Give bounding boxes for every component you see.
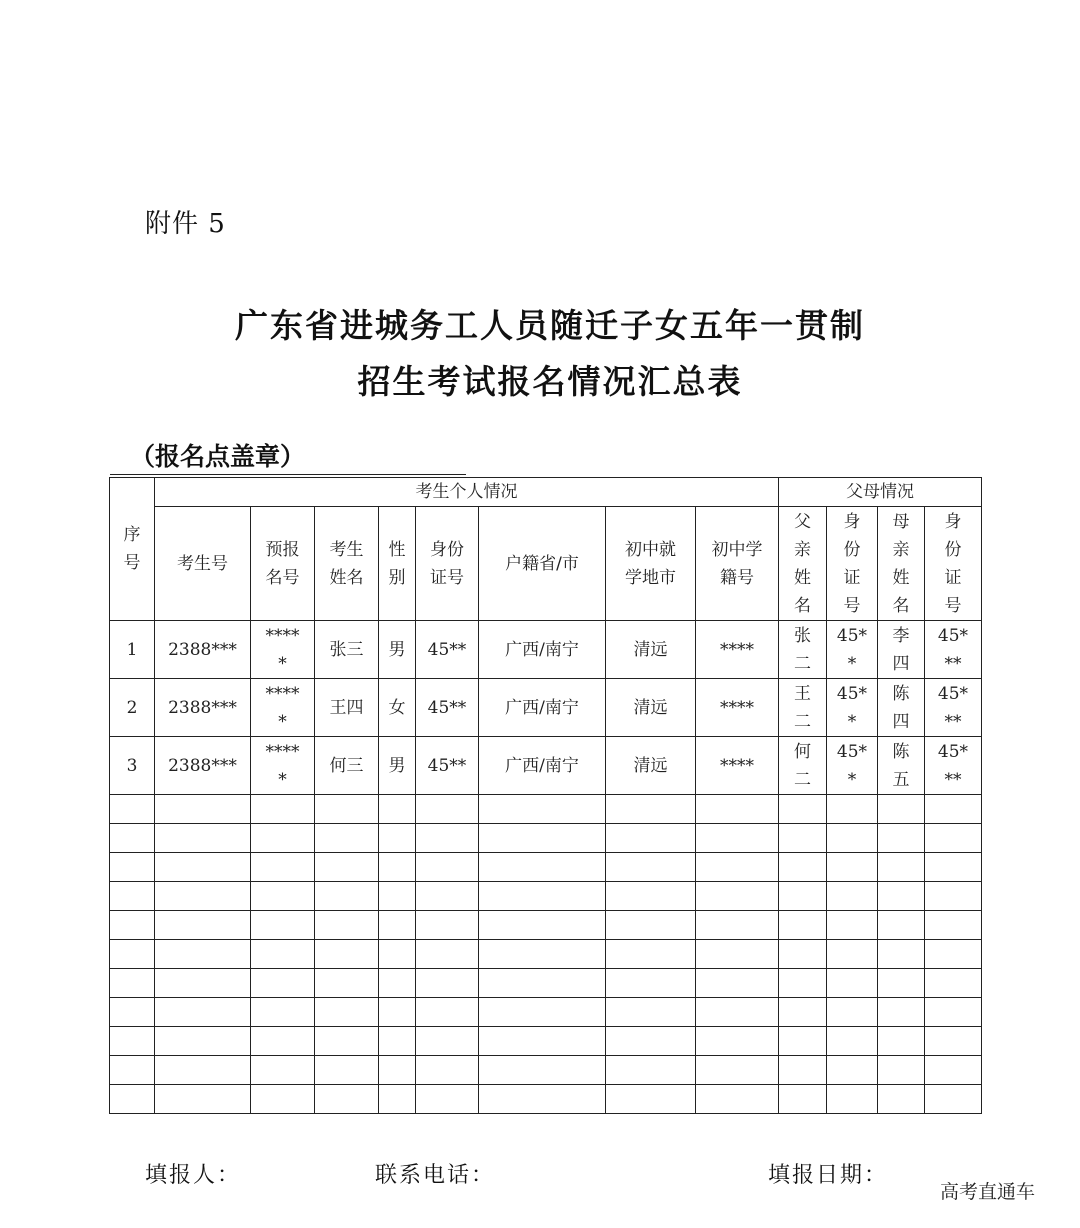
cell-junior-reg: **** xyxy=(696,621,779,679)
summary-table xyxy=(109,477,982,1114)
filler-label: 填报人： xyxy=(145,1163,242,1188)
cell-father-id: 45** xyxy=(827,621,878,679)
cell-mother-id: 45*** xyxy=(925,737,982,795)
cell-hukou: 广西/南宁 xyxy=(479,679,606,737)
cell-junior-city: 清远 xyxy=(606,679,696,737)
col-gender: 性别 xyxy=(379,507,416,621)
col-mother-name: 母亲姓名 xyxy=(878,507,925,621)
watermark: 高考直通车 xyxy=(940,1181,1036,1203)
empty-row xyxy=(110,824,982,853)
cell-id-no: 45** xyxy=(416,679,479,737)
cell-father-name: 张二 xyxy=(779,621,827,679)
empty-row xyxy=(110,998,982,1027)
cell-exam-no: 2388*** xyxy=(155,679,251,737)
date-label: 填报日期： xyxy=(768,1163,889,1188)
phone-label: 联系电话： xyxy=(375,1163,496,1188)
cell-mother-id: 45*** xyxy=(925,621,982,679)
attachment-label: 附件 5 xyxy=(145,209,226,239)
cell-mother-name: 李四 xyxy=(878,621,925,679)
col-junior-reg: 初中学籍号 xyxy=(696,507,779,621)
cell-hukou: 广西/南宁 xyxy=(479,737,606,795)
cell-gender: 女 xyxy=(379,679,416,737)
col-mother-id: 身份证号 xyxy=(925,507,982,621)
col-seq: 序号 xyxy=(110,478,155,621)
group-parent-header: 父母情况 xyxy=(779,478,982,507)
empty-row xyxy=(110,795,982,824)
col-father-id: 身份证号 xyxy=(827,507,878,621)
cell-junior-reg: **** xyxy=(696,679,779,737)
cell-father-name: 王二 xyxy=(779,679,827,737)
stamp-label: （报名点盖章） xyxy=(110,440,466,475)
cell-father-id: 45** xyxy=(827,737,878,795)
empty-row xyxy=(110,853,982,882)
col-id-no: 身份证号 xyxy=(416,507,479,621)
cell-hukou: 广西/南宁 xyxy=(479,621,606,679)
cell-name: 张三 xyxy=(315,621,379,679)
table-row xyxy=(110,679,982,737)
col-name: 考生姓名 xyxy=(315,507,379,621)
cell-mother-name: 陈五 xyxy=(878,737,925,795)
cell-father-name: 何二 xyxy=(779,737,827,795)
cell-mother-name: 陈四 xyxy=(878,679,925,737)
cell-seq: 1 xyxy=(110,621,155,679)
empty-row xyxy=(110,911,982,940)
cell-name: 何三 xyxy=(315,737,379,795)
cell-junior-reg: **** xyxy=(696,737,779,795)
cell-pre-no: ***** xyxy=(251,679,315,737)
cell-father-id: 45** xyxy=(827,679,878,737)
cell-exam-no: 2388*** xyxy=(155,737,251,795)
col-pre-no: 预报名号 xyxy=(251,507,315,621)
cell-gender: 男 xyxy=(379,737,416,795)
cell-junior-city: 清远 xyxy=(606,737,696,795)
empty-row xyxy=(110,969,982,998)
empty-row xyxy=(110,1027,982,1056)
cell-seq: 3 xyxy=(110,737,155,795)
empty-row xyxy=(110,882,982,911)
page-title-line1: 广东省进城务工人员随迁子女五年一贯制 xyxy=(235,306,865,345)
group-student-header: 考生个人情况 xyxy=(155,478,779,507)
table-row xyxy=(110,621,982,679)
cell-junior-city: 清远 xyxy=(606,621,696,679)
col-exam-no: 考生号 xyxy=(155,507,251,621)
cell-id-no: 45** xyxy=(416,737,479,795)
cell-pre-no: ***** xyxy=(251,737,315,795)
col-father-name: 父亲姓名 xyxy=(779,507,827,621)
empty-row xyxy=(110,1085,982,1114)
cell-name: 王四 xyxy=(315,679,379,737)
cell-gender: 男 xyxy=(379,621,416,679)
page-title-line2: 招生考试报名情况汇总表 xyxy=(357,362,743,401)
table-row xyxy=(110,737,982,795)
cell-exam-no: 2388*** xyxy=(155,621,251,679)
cell-mother-id: 45*** xyxy=(925,679,982,737)
cell-pre-no: ***** xyxy=(251,621,315,679)
cell-id-no: 45** xyxy=(416,621,479,679)
cell-seq: 2 xyxy=(110,679,155,737)
empty-row xyxy=(110,940,982,969)
empty-row xyxy=(110,1056,982,1085)
col-junior-city: 初中就学地市 xyxy=(606,507,696,621)
col-hukou: 户籍省/市 xyxy=(479,507,606,621)
